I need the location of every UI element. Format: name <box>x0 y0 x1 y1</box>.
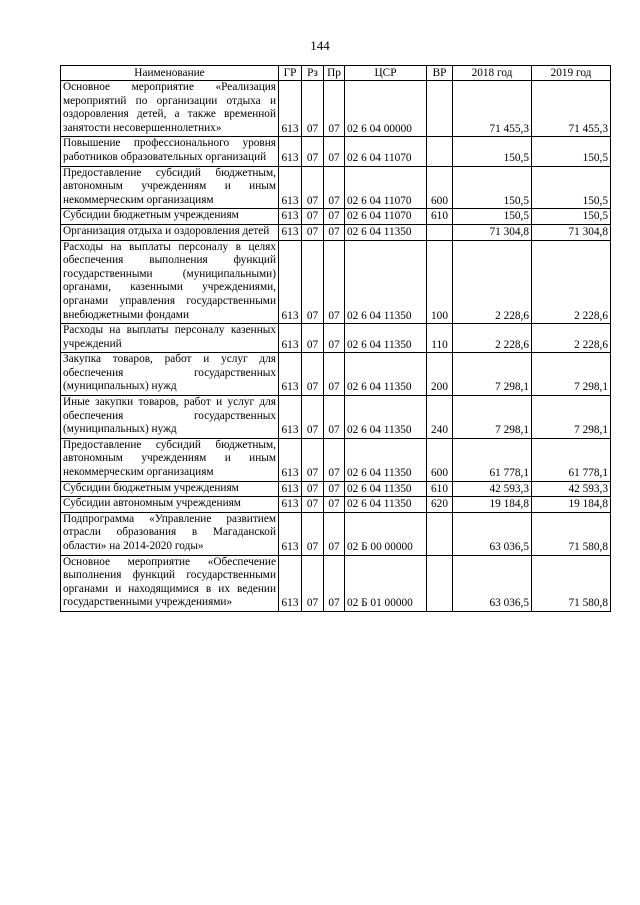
row-gr: 613 <box>279 324 302 353</box>
row-vr: 600 <box>427 438 453 481</box>
row-2019: 71 580,8 <box>532 512 611 555</box>
row-name: Подпрограмма «Управление развитием отрасли образования в Магаданской области» на 2014-2020 годы» <box>61 512 279 555</box>
table-row <box>61 396 611 439</box>
row-vr: 600 <box>427 166 453 209</box>
row-gr: 613 <box>279 137 302 166</box>
row-gr: 613 <box>279 555 302 611</box>
table-row <box>61 497 611 513</box>
row-2018: 150,5 <box>453 166 532 209</box>
table-row <box>61 81 611 137</box>
table-row <box>61 512 611 555</box>
row-2018: 71 455,3 <box>453 81 532 137</box>
row-rz: 07 <box>302 497 324 513</box>
row-name: Основное мероприятие «Обеспечение выполнения функций государственными органами и находящимися в их ведении государственными учреждениями» <box>61 555 279 611</box>
row-csr: 02 Б 00 00000 <box>345 512 427 555</box>
header-2019: 2019 год <box>532 66 611 81</box>
row-2019: 19 184,8 <box>532 497 611 513</box>
row-2019: 42 593,3 <box>532 481 611 497</box>
row-csr: 02 Б 01 00000 <box>345 555 427 611</box>
row-vr: 110 <box>427 324 453 353</box>
row-pr: 07 <box>324 481 345 497</box>
row-vr <box>427 224 453 240</box>
row-2018: 2 228,6 <box>453 240 532 324</box>
row-pr: 07 <box>324 166 345 209</box>
row-pr: 07 <box>324 137 345 166</box>
row-2018: 63 036,5 <box>453 512 532 555</box>
row-rz: 07 <box>302 224 324 240</box>
row-rz: 07 <box>302 81 324 137</box>
row-rz: 07 <box>302 240 324 324</box>
row-2018: 71 304,8 <box>453 224 532 240</box>
row-vr <box>427 137 453 166</box>
header-csr: ЦСР <box>345 66 427 81</box>
row-2019: 150,5 <box>532 166 611 209</box>
row-2019: 71 455,3 <box>532 81 611 137</box>
row-csr: 02 6 04 11350 <box>345 481 427 497</box>
row-pr: 07 <box>324 438 345 481</box>
row-2019: 2 228,6 <box>532 240 611 324</box>
row-gr: 613 <box>279 497 302 513</box>
row-gr: 613 <box>279 353 302 396</box>
row-gr: 613 <box>279 166 302 209</box>
row-gr: 613 <box>279 481 302 497</box>
row-gr: 613 <box>279 512 302 555</box>
row-rz: 07 <box>302 438 324 481</box>
page-number: 144 <box>310 38 330 53</box>
row-2019: 150,5 <box>532 137 611 166</box>
header-name: Наименование <box>61 66 279 81</box>
row-name: Расходы на выплаты персоналу казенных учреждений <box>61 324 279 353</box>
row-vr: 100 <box>427 240 453 324</box>
row-2019: 7 298,1 <box>532 396 611 439</box>
row-name: Предоставление субсидий бюджетным, автономным учреждениям и иным некоммерческим организациям <box>61 438 279 481</box>
row-name: Субсидии бюджетным учреждениям <box>61 209 279 225</box>
row-gr: 613 <box>279 396 302 439</box>
row-rz: 07 <box>302 137 324 166</box>
table-row <box>61 353 611 396</box>
table-row <box>61 240 611 324</box>
row-vr: 610 <box>427 209 453 225</box>
row-csr: 02 6 04 11350 <box>345 438 427 481</box>
row-2019: 61 778,1 <box>532 438 611 481</box>
row-gr: 613 <box>279 224 302 240</box>
row-2018: 19 184,8 <box>453 497 532 513</box>
row-vr: 240 <box>427 396 453 439</box>
row-rz: 07 <box>302 555 324 611</box>
table-row <box>61 209 611 225</box>
row-rz: 07 <box>302 353 324 396</box>
row-2019: 150,5 <box>532 209 611 225</box>
row-csr: 02 6 04 00000 <box>345 81 427 137</box>
row-gr: 613 <box>279 209 302 225</box>
table-row <box>61 224 611 240</box>
row-2019: 71 304,8 <box>532 224 611 240</box>
row-pr: 07 <box>324 497 345 513</box>
row-2018: 42 593,3 <box>453 481 532 497</box>
row-2018: 7 298,1 <box>453 353 532 396</box>
row-csr: 02 6 04 11350 <box>345 324 427 353</box>
budget-table <box>60 65 611 612</box>
table-row <box>61 324 611 353</box>
row-pr: 07 <box>324 353 345 396</box>
row-vr <box>427 512 453 555</box>
row-csr: 02 6 04 11350 <box>345 497 427 513</box>
row-vr <box>427 555 453 611</box>
row-name: Повышение профессионального уровня работников образовательных организаций <box>61 137 279 166</box>
header-pr: Пр <box>324 66 345 81</box>
row-csr: 02 6 04 11350 <box>345 353 427 396</box>
row-rz: 07 <box>302 512 324 555</box>
row-pr: 07 <box>324 81 345 137</box>
header-rz: Рз <box>302 66 324 81</box>
row-2019: 2 228,6 <box>532 324 611 353</box>
row-name: Предоставление субсидий бюджетным, автономным учреждениям и иным некоммерческим организациям <box>61 166 279 209</box>
row-2018: 61 778,1 <box>453 438 532 481</box>
row-name: Иные закупки товаров, работ и услуг для обеспечения государственных (муниципальных) нужд <box>61 396 279 439</box>
header-vr: ВР <box>427 66 453 81</box>
row-pr: 07 <box>324 240 345 324</box>
table-row <box>61 555 611 611</box>
row-rz: 07 <box>302 166 324 209</box>
row-2018: 2 228,6 <box>453 324 532 353</box>
header-2018: 2018 год <box>453 66 532 81</box>
row-pr: 07 <box>324 396 345 439</box>
row-name: Расходы на выплаты персоналу в целях обеспечения выполнения функций государственными (муниципальными) органами, казенными учреждениями, органами управления государственными внебюджетными фондами <box>61 240 279 324</box>
row-name: Закупка товаров, работ и услуг для обеспечения государственных (муниципальных) нужд <box>61 353 279 396</box>
row-2019: 7 298,1 <box>532 353 611 396</box>
header-row <box>61 66 611 81</box>
row-csr: 02 6 04 11350 <box>345 240 427 324</box>
row-2018: 63 036,5 <box>453 555 532 611</box>
row-pr: 07 <box>324 512 345 555</box>
row-name: Субсидии автономным учреждениям <box>61 497 279 513</box>
row-gr: 613 <box>279 81 302 137</box>
table-body <box>61 81 611 612</box>
row-csr: 02 6 04 11350 <box>345 224 427 240</box>
row-pr: 07 <box>324 209 345 225</box>
row-rz: 07 <box>302 209 324 225</box>
row-pr: 07 <box>324 555 345 611</box>
row-csr: 02 6 04 11070 <box>345 137 427 166</box>
table-row <box>61 481 611 497</box>
header-gr: ГР <box>279 66 302 81</box>
row-rz: 07 <box>302 481 324 497</box>
row-rz: 07 <box>302 396 324 439</box>
row-csr: 02 6 04 11070 <box>345 166 427 209</box>
row-pr: 07 <box>324 224 345 240</box>
row-vr: 610 <box>427 481 453 497</box>
row-2018: 150,5 <box>453 137 532 166</box>
row-vr <box>427 81 453 137</box>
row-name: Основное мероприятие «Реализация мероприятий по организации отдыха и оздоровления детей, а также временной занятости несовершеннолетних» <box>61 81 279 137</box>
row-rz: 07 <box>302 324 324 353</box>
row-name: Организация отдыха и оздоровления детей <box>61 224 279 240</box>
table-row <box>61 438 611 481</box>
row-vr: 620 <box>427 497 453 513</box>
row-csr: 02 6 04 11350 <box>345 396 427 439</box>
row-csr: 02 6 04 11070 <box>345 209 427 225</box>
row-pr: 07 <box>324 324 345 353</box>
table-row <box>61 137 611 166</box>
row-gr: 613 <box>279 240 302 324</box>
row-vr: 200 <box>427 353 453 396</box>
row-2018: 150,5 <box>453 209 532 225</box>
row-name: Субсидии бюджетным учреждениям <box>61 481 279 497</box>
table-row <box>61 166 611 209</box>
row-gr: 613 <box>279 438 302 481</box>
row-2018: 7 298,1 <box>453 396 532 439</box>
row-2019: 71 580,8 <box>532 555 611 611</box>
